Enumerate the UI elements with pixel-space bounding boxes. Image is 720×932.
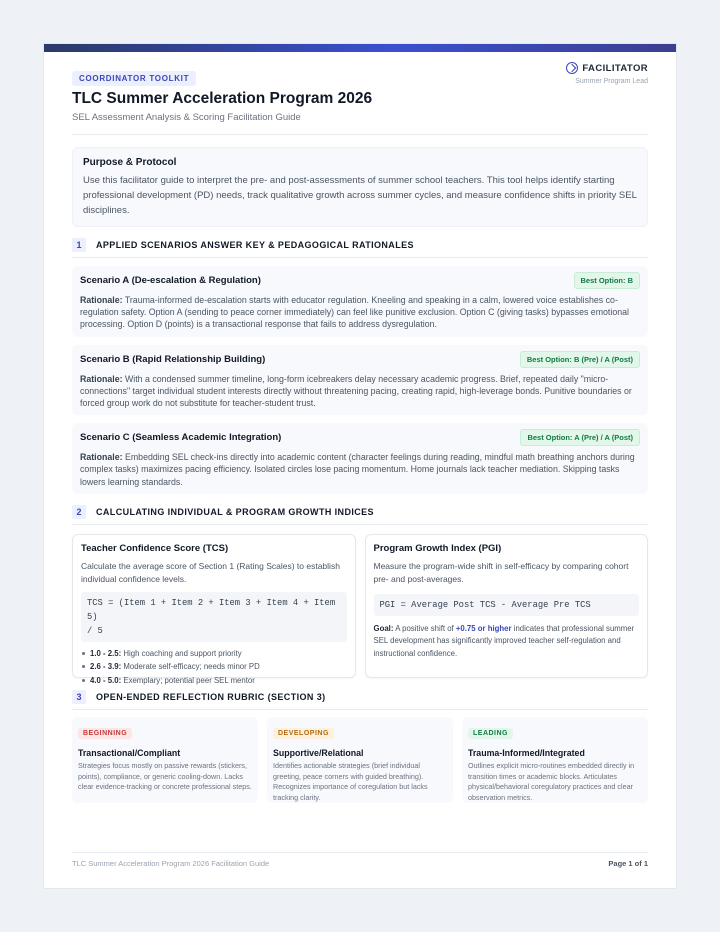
formula-line: TCS = (Item 1 + Item 2 + Item 3 + Item 4 + Item 5) <box>87 597 336 622</box>
purpose-title: Purpose & Protocol <box>83 157 177 168</box>
scenario-title: Scenario B (Rapid Relationship Building) <box>80 353 266 365</box>
pgi-title: Program Growth Index (PGI) <box>373 542 502 554</box>
rubric-grid <box>72 717 648 803</box>
goal-text-pre: A positive shift of <box>395 623 454 633</box>
pgi-goal <box>374 623 640 661</box>
tcs-tier-list <box>81 647 347 688</box>
section-title: CALCULATING INDIVIDUAL & PROGRAM GROWTH INDICES <box>96 506 374 517</box>
tier-range: 2.6 - 3.9: <box>90 662 122 672</box>
list-item <box>81 647 347 661</box>
best-option-badge: Best Option: B <box>574 272 641 289</box>
document-header <box>72 52 648 135</box>
rationale-text: With a condensed summer timeline, long-form icebreakers delay necessary academic progress. Brief, repeated daily "micro-connections" target individual student interests directly without threatening pacing, creating rapid, high-leverage bonds. Punitive boundaries or forced group work do not substitute for teacher-student trust. <box>80 373 632 409</box>
rationale-label: Rationale: <box>80 295 123 305</box>
tier-desc: Moderate self-efficacy; needs minor PD <box>123 662 260 672</box>
toolkit-tag: COORDINATOR TOOLKIT <box>72 71 196 86</box>
level-badge: DEVELOPING <box>273 728 334 739</box>
rubric-card-developing <box>267 717 453 803</box>
rubric-title: Supportive/Relational <box>273 747 364 758</box>
tier-desc: High coaching and support priority <box>123 648 242 658</box>
rubric-text: Identifies actionable strategies (brief individual greeting, peace corners with guided breathing). Recognizes importance of coregulation but lacks tracking clarity. <box>273 760 428 803</box>
section-number: 1 <box>72 238 86 252</box>
tcs-title: Teacher Confidence Score (TCS) <box>81 542 229 554</box>
rubric-title: Trauma-Informed/Integrated <box>468 747 585 758</box>
goal-text-post: indicates that professional summer SEL development has significantly improved teacher self-regulation and instructional confidence. <box>373 623 635 658</box>
scenario-rationale <box>80 294 640 331</box>
goal-threshold: +0.75 or higher <box>455 623 512 633</box>
list-item <box>81 660 347 674</box>
rationale-text: Trauma-informed de-escalation starts with educator regulation. Kneeling and speaking in a calm, lowered voice establishes co-regulation safety. Option A (sending to peace corner immediately) can feel like punitive exclusion. Option C (giving tasks) bypasses emotional processing. Option D (points) is a transactional response that fails to address dysregulation. <box>80 295 629 330</box>
section-3-heading <box>72 690 648 710</box>
rationale-text: Embedding SEL check-ins directly into academic content (character feelings during reading, mindful math breathing anchors during complex tasks) maximizes pacing efficiency. Isolated circles lose pacing momentum. Home journals lack teacher mediation. Skipping tasks lowers learning standards. <box>80 452 635 487</box>
rubric-text: Outlines explicit micro-routines embedded directly in transition times or academic blocks. Articulates physical/behavioral coregulatory practices and clear observation metrics. <box>468 760 635 803</box>
rationale-label: Rationale: <box>80 452 123 463</box>
goal-label: Goal: <box>373 623 394 633</box>
level-badge: BEGINNING <box>78 728 132 739</box>
scenario-card <box>72 266 648 337</box>
rubric-card-leading <box>462 717 648 803</box>
list-item <box>81 674 347 688</box>
rubric-title: Transactional/Compliant <box>78 747 181 758</box>
tier-desc: Exemplary; potential peer SEL mentor <box>123 675 255 685</box>
pgi-description: Measure the program-wide shift in self-efficacy by comparing cohort pre- and post-averages. <box>373 560 629 584</box>
tcs-card <box>72 534 356 685</box>
tcs-formula <box>81 592 347 642</box>
scenario-card <box>72 423 648 494</box>
section-2-heading <box>72 505 648 525</box>
tier-range: 4.0 - 5.0: <box>90 675 122 685</box>
purpose-box <box>72 147 648 227</box>
section-1-heading <box>72 238 648 258</box>
best-option-badge: Best Option: A (Pre) / A (Post) <box>520 429 640 446</box>
page-number: Page 1 of 1 <box>608 859 648 868</box>
accent-top-bar <box>44 44 676 52</box>
pgi-formula <box>374 594 640 616</box>
scenario-title: Scenario C (Seamless Academic Integration) <box>80 432 282 444</box>
page-footer <box>72 852 648 868</box>
rationale-label: Rationale: <box>80 373 123 384</box>
formula-line: / 5 <box>87 625 103 636</box>
section-title: OPEN-ENDED REFLECTION RUBRIC (SECTION 3) <box>96 691 326 702</box>
rubric-card-beginning <box>72 717 258 803</box>
facilitator-brand <box>566 62 648 85</box>
scenario-card <box>72 345 648 416</box>
level-badge: LEADING <box>468 728 513 739</box>
compass-icon <box>566 62 578 74</box>
scenario-title: Scenario A (De-escalation & Regulation) <box>80 275 261 286</box>
rubric-text: Strategies focus mostly on passive rewards (stickers, points), compliance, or generic cooling-down. Lacks clear evidence-tracking or concrete professional steps. <box>78 760 252 792</box>
page-subtitle: SEL Assessment Analysis & Scoring Facilitation Guide <box>72 112 301 123</box>
scenario-rationale <box>80 451 640 488</box>
tcs-description: Calculate the average score of Section 1 (Rating Scales) to establish individual confidence levels. <box>81 560 340 584</box>
footer-document-name: TLC Summer Acceleration Program 2026 Facilitation Guide <box>72 859 270 868</box>
purpose-text: Use this facilitator guide to interpret the pre- and post-assessments of summer school teachers. This tool helps identify starting professional development (PD) needs, track qualitative growth across summer cycles, and measure confidence shifts in priority SEL disciplines. <box>83 175 637 216</box>
brand-name: FACILITATOR <box>582 62 648 74</box>
brand-subtitle: Summer Program Lead <box>575 78 648 85</box>
section-title: APPLIED SCENARIOS ANSWER KEY & PEDAGOGICAL RATIONALES <box>96 240 414 250</box>
formula-line: PGI = Average Post TCS - Average Pre TCS <box>379 599 591 610</box>
tier-range: 1.0 - 2.5: <box>90 648 122 658</box>
section-number: 3 <box>72 690 86 704</box>
indices-grid <box>72 534 648 685</box>
best-option-badge: Best Option: B (Pre) / A (Post) <box>520 351 640 368</box>
document-page <box>43 43 677 889</box>
page-title: TLC Summer Acceleration Program 2026 <box>72 90 373 107</box>
pgi-card <box>365 534 649 678</box>
section-number: 2 <box>72 505 86 519</box>
scenario-rationale <box>80 373 640 410</box>
